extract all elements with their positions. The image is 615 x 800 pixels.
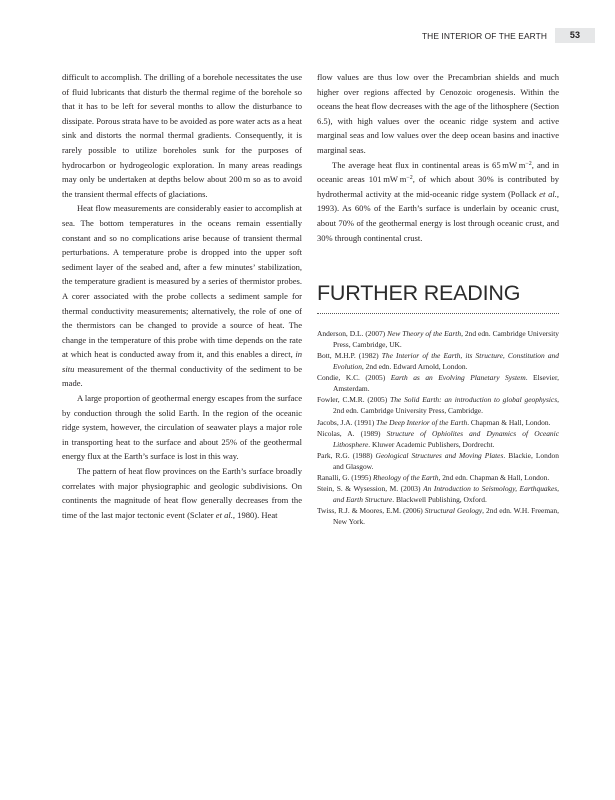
superscript: −2 <box>525 160 532 167</box>
italic-term: et al. <box>539 188 557 199</box>
reference-author: Bott, M.H.P. (1982) <box>317 351 382 361</box>
reference-list <box>317 328 559 527</box>
superscript: −2 <box>406 175 413 182</box>
reference-author: Fowler, C.M.R. (2005) <box>317 395 391 405</box>
italic-term: et al. <box>215 509 233 520</box>
page-number: 53 <box>555 28 595 43</box>
paragraph-text: measurement of the thermal conductivity of the sediment to be made. <box>62 363 302 389</box>
reference-item <box>317 472 559 483</box>
paragraph-borehole: difficult to accomplish. The drilling of a borehole necessitates the use of fluid lubricants that disturb the thermal regime of the borehole so that it has to be left for several months to allow the disturbance to dissipate. Porous strata have to be avoided as pore water acts as a heat sink and distorts the normal thermal gradients. Consequently, it is rarely possible to utilize boreholes sunk for the purposes of hydrocarbon or hydrogeologic exploration. In many areas readings may only be undertaken at depths below about 200 m so as to avoid the transient thermal effects of glaciations. <box>62 72 302 199</box>
reference-publisher: , 2nd edn. Edward Arnold, London. <box>361 362 468 372</box>
right-column <box>317 70 559 527</box>
reference-title: Rheology of the Earth <box>372 472 439 482</box>
reference-author: Ranalli, G. (1995) <box>317 472 373 482</box>
reference-publisher: , 2nd edn. W.H. Freeman, New York. <box>333 505 559 526</box>
paragraph-heat-flow-values: flow values are thus low over the Precambrian shields and much higher over regions affected by Cenozoic orogenesis. Within the oceans the heat flow decreases with the age of the lithosphere (Section 6.5), with high values over the oceanic ridge system and active marginal seas and low values over the deep ocean basins and inactive marginal seas. <box>317 72 559 155</box>
reference-publisher: . Chapman & Hall, London. <box>467 417 551 427</box>
reference-item <box>317 483 559 505</box>
paragraph-geothermal-energy: A large proportion of geothermal energy escapes from the surface by conduction through the solid Earth. In the region of the oceanic ridge system, however, the circulation of seawater plays a major role in transporting heat to the surface and about 25% of the geothermal energy flux at the Earth’s surface is lost in this way. <box>62 393 302 462</box>
reference-item <box>317 417 559 428</box>
reference-title: Geological Structures and Moving Plates <box>375 450 504 460</box>
paragraph-text: , 1993). As 60% of the Earth’s surface is underlain by oceanic crust, about 70% of the geothermal energy is lost through oceanic crust, and 30% through continental crust. <box>317 188 559 243</box>
reference-publisher: . Elsevier, Amsterdam. <box>333 373 559 394</box>
reference-title: Structure of Ophiolites and Dynamics of Oceanic Lithosphere <box>333 428 559 449</box>
paragraph-average-heat-flux <box>317 158 559 246</box>
paragraph-text: The pattern of heat flow provinces on the Earth’s surface broadly correlates with major physiographic and geologic subdivisions. On continents the magnitude of heat flow generally decreases from the time of the last major tectonic event (Sclater <box>62 466 302 520</box>
reference-title: The Deep Interior of the Earth <box>376 417 468 427</box>
reference-item <box>317 450 559 472</box>
reference-publisher: . Kluwer Academic Publishers, Dordrecht. <box>368 439 495 449</box>
running-head-title: THE INTERIOR OF THE EARTH <box>421 30 547 41</box>
reference-publisher: , 2nd edn. Chapman & Hall, London. <box>438 472 550 482</box>
further-reading-heading: FURTHER READING <box>317 281 521 306</box>
reference-title: The Solid Earth: an introduction to global geophysics <box>390 395 558 405</box>
dotted-divider <box>317 313 559 314</box>
paragraph-text: , and in oceanic areas 101 mW m <box>317 159 559 185</box>
reference-item <box>317 372 559 394</box>
reference-publisher: . Blackie, London and Glasgow. <box>333 450 559 471</box>
reference-author: Nicolas, A. (1989) <box>317 428 387 438</box>
reference-author: Jacobs, J.A. (1991) <box>317 417 377 427</box>
reference-title: An Introduction to Seismology, Earthquakes, and Earth Structure <box>333 483 560 504</box>
paragraph-text: , 1980). Heat <box>232 509 278 520</box>
reference-author: Condie, K.C. (2005) <box>317 373 391 383</box>
reference-title: Structural Geology <box>424 505 483 515</box>
reference-item <box>317 428 559 450</box>
running-head <box>422 28 595 43</box>
reference-item <box>317 350 559 372</box>
reference-publisher: , 2nd edn. Cambridge University Press, Cambridge, UK. <box>333 329 559 350</box>
reference-item <box>317 328 559 350</box>
paragraph-text: The average heat flux in continental areas is 65 mW m <box>332 159 526 170</box>
reference-title: New Theory of the Earth <box>387 329 462 339</box>
italic-term: in situ <box>62 349 302 374</box>
reference-publisher: , 2nd edn. Cambridge University Press, Cambridge. <box>333 395 559 416</box>
paragraph-sea-measurements <box>62 201 302 391</box>
paragraph-text: , of which about 30% is contributed by hydrothermal activity at the mid-oceanic ridge system (Pollack <box>317 174 559 199</box>
reference-author: Anderson, D.L. (2007) <box>317 329 388 339</box>
reference-publisher: . Blackwell Publishing, Oxford. <box>392 494 487 504</box>
reference-author: Park, R.G. (1988) <box>317 450 376 460</box>
reference-author: Twiss, R.J. & Moores, E.M. (2006) <box>317 505 425 515</box>
reference-title: Earth as an Evolving Planetary System <box>390 373 526 383</box>
reference-item <box>317 394 559 416</box>
reference-item <box>317 505 559 527</box>
paragraph-heat-flow-provinces <box>62 464 302 522</box>
reference-author: Stein, S. & Wysession, M. (2003) <box>317 483 424 493</box>
left-column <box>62 70 302 522</box>
paragraph-text: Heat flow measurements are considerably easier to accomplish at sea. The bottom temperatures in the oceans remain essentially constant and so no complications arise because of transient thermal perturbations. A temperature probe is dropped into the upper soft sediment layer of the seabed and, after a few minutes’ stabilization, the temperature gradient is measured by a series of thermistor probes. A corer associated with the probe collects a sediment sample for thermal conductivity measurements; alternatively, the role of one of the thermistors can be changed to provide a source of heat. The change in the temperature of this probe with time depends on the rate at which heat is conducted away from it, and this enables a direct, <box>62 203 302 360</box>
reference-title: The Interior of the Earth, its Structure, Constitution and Evolution <box>333 351 559 372</box>
